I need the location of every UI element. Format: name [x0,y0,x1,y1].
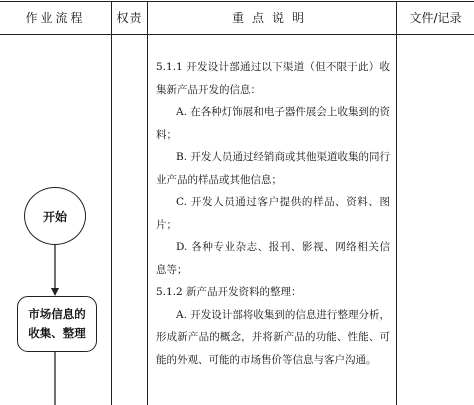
process-node-label-line2: 收集、整理 [28,326,86,340]
process-node-label-line1: 市场信息的 [28,307,86,321]
item-c-text: C. 开发人员通过客户提供的样品、资料、图片； [156,196,390,231]
header-key-points: 重点说明 [231,10,312,25]
column-divider-2 [147,1,148,405]
column-divider-3 [396,1,397,405]
column-divider-1 [111,1,112,405]
flowchart-process-node [17,296,97,352]
key-points-content [156,56,390,371]
flowchart-start-node [24,187,86,245]
section-5-1-1-text: 5.1.1 开发设计部通过以下渠道（但不限于此）收集新产品开发的信息： [156,61,390,96]
item-b-text: B. 开发人员通过经销商或其他渠道收集的同行业产品的样品或其他信息； [156,151,390,186]
section-5-1-2-item-a-text: A. 开发设计部将收集到的信息进行整理分析，形成新产品的概念，并将新产品的功能、性能、可能的外观、可能的市场售价等信息与客户沟通。 [156,308,390,366]
header-flow: 作业流程 [25,10,86,25]
item-d-text: D. 各种专业杂志、报刊、影视、网络相关信息等； [156,241,390,276]
header-records: 文件/记录 [409,10,462,25]
header-authority: 权责 [116,10,143,25]
item-a-text: A. 在各种灯饰展和电子器件展会上收集到的资料； [156,106,390,141]
section-5-1-2-text: 5.1.2 新产品开发资料的整理： [156,286,302,298]
start-node-label: 开始 [42,209,67,224]
